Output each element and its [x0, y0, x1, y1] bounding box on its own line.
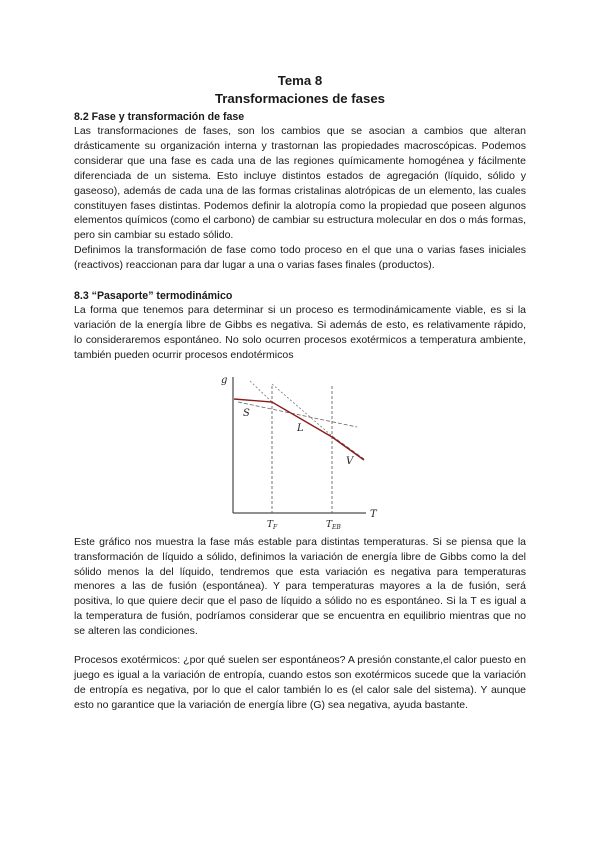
y-axis-label: g: [221, 374, 228, 386]
gibbs-energy-diagram: [74, 371, 526, 531]
vapor-curve-label: V: [346, 455, 354, 467]
section-heading-8-3: 8.3 “Pasaporte” termodinámico: [74, 290, 233, 303]
x-axis-label: T: [370, 508, 377, 520]
document-subtitle: Transformaciones de fases: [214, 91, 386, 106]
gibbs-energy-figure: [74, 371, 526, 531]
paragraph-fases: Las transformaciones de fases, son los cambios que se asocian a cambios que alteran drásticamente su organización interna y trastornan las propiedades macroscópicas. Podemos considerar que una fase es cada una de las regiones químicamente homogénea y fácilmente diferenciada de un sistema. Esto incluye distintos estados de agregación (líquido, sólido y gaseoso), además de cada una de las formas cristalinas alotrópicas de un elemento, las cuales constituyen fases distintas. Podemos definir la alotropía como la propiedad que poseen algunos elementos químicos (como el carbono) de cambiar su estructura molecular en dos o más formas, pero sin cambiar su estado sólido.: [74, 125, 526, 242]
paragraph-grafico: Este gráfico nos muestra la fase más estable para distintas temperaturas. Si se piensa que la transformación de líquido a sólido, definimos la variación de energía libre de Gibbs como la del sólido menos la del líquido, tendremos que esta variación es negativa para temperaturas menores a las de fusión (espontánea). Y para temperaturas mayores a la de fusión, será positiva, lo que quiere decir que el paso de líquido a sólido no es espontáneo. Si la T es igual a la temperatura de fusión, podríamos considerar que se encuentra en equilibrio mientras que no se alteren las condiciones.: [74, 535, 526, 638]
liquid-curve-label: L: [297, 422, 304, 434]
boiling-temperature-label: $T_{EB}$: [326, 519, 341, 531]
paragraph-transformacion: Definimos la transformación de fase como todo proceso en el que una o varias fases iniciales (reactivos) reaccionan para dar lugar a una o varias fases finales (productos).: [74, 244, 526, 272]
paragraph-exotermicos: Procesos exotérmicos: ¿por qué suelen ser espontáneos? A presión constante,el calor puesto en juego es igual a la variación de entropía, cuando estos son exotérmicos sucede que la variación de entropía es negativa, por lo que el calor también lo es (el calor sale del sistema). Y aunque esto no garantice que la variación de energía libre (G) sea negativa, ayuda bastante.: [74, 654, 526, 711]
section-heading-8-2: 8.2 Fase y transformación de fase: [74, 111, 245, 123]
fusion-temperature-label: $T_F$: [267, 519, 278, 531]
document-page: [74, 0, 526, 713]
liquid-extension-line: [250, 381, 272, 402]
solid-curve-label: S: [243, 407, 250, 419]
paragraph-pasaporte: La forma que tenemos para determinar si un proceso es termodinámicamente viable, es si la variación de la energía libre de Gibbs es negativa. Si además de esto, es relativamente rápido, lo consideraremos espontáneo. No solo ocurren procesos exotérmicos a temperatura ambiente, también pueden ocurrir procesos endotérmicos: [74, 304, 526, 361]
document-title: Tema 8: [277, 73, 323, 88]
